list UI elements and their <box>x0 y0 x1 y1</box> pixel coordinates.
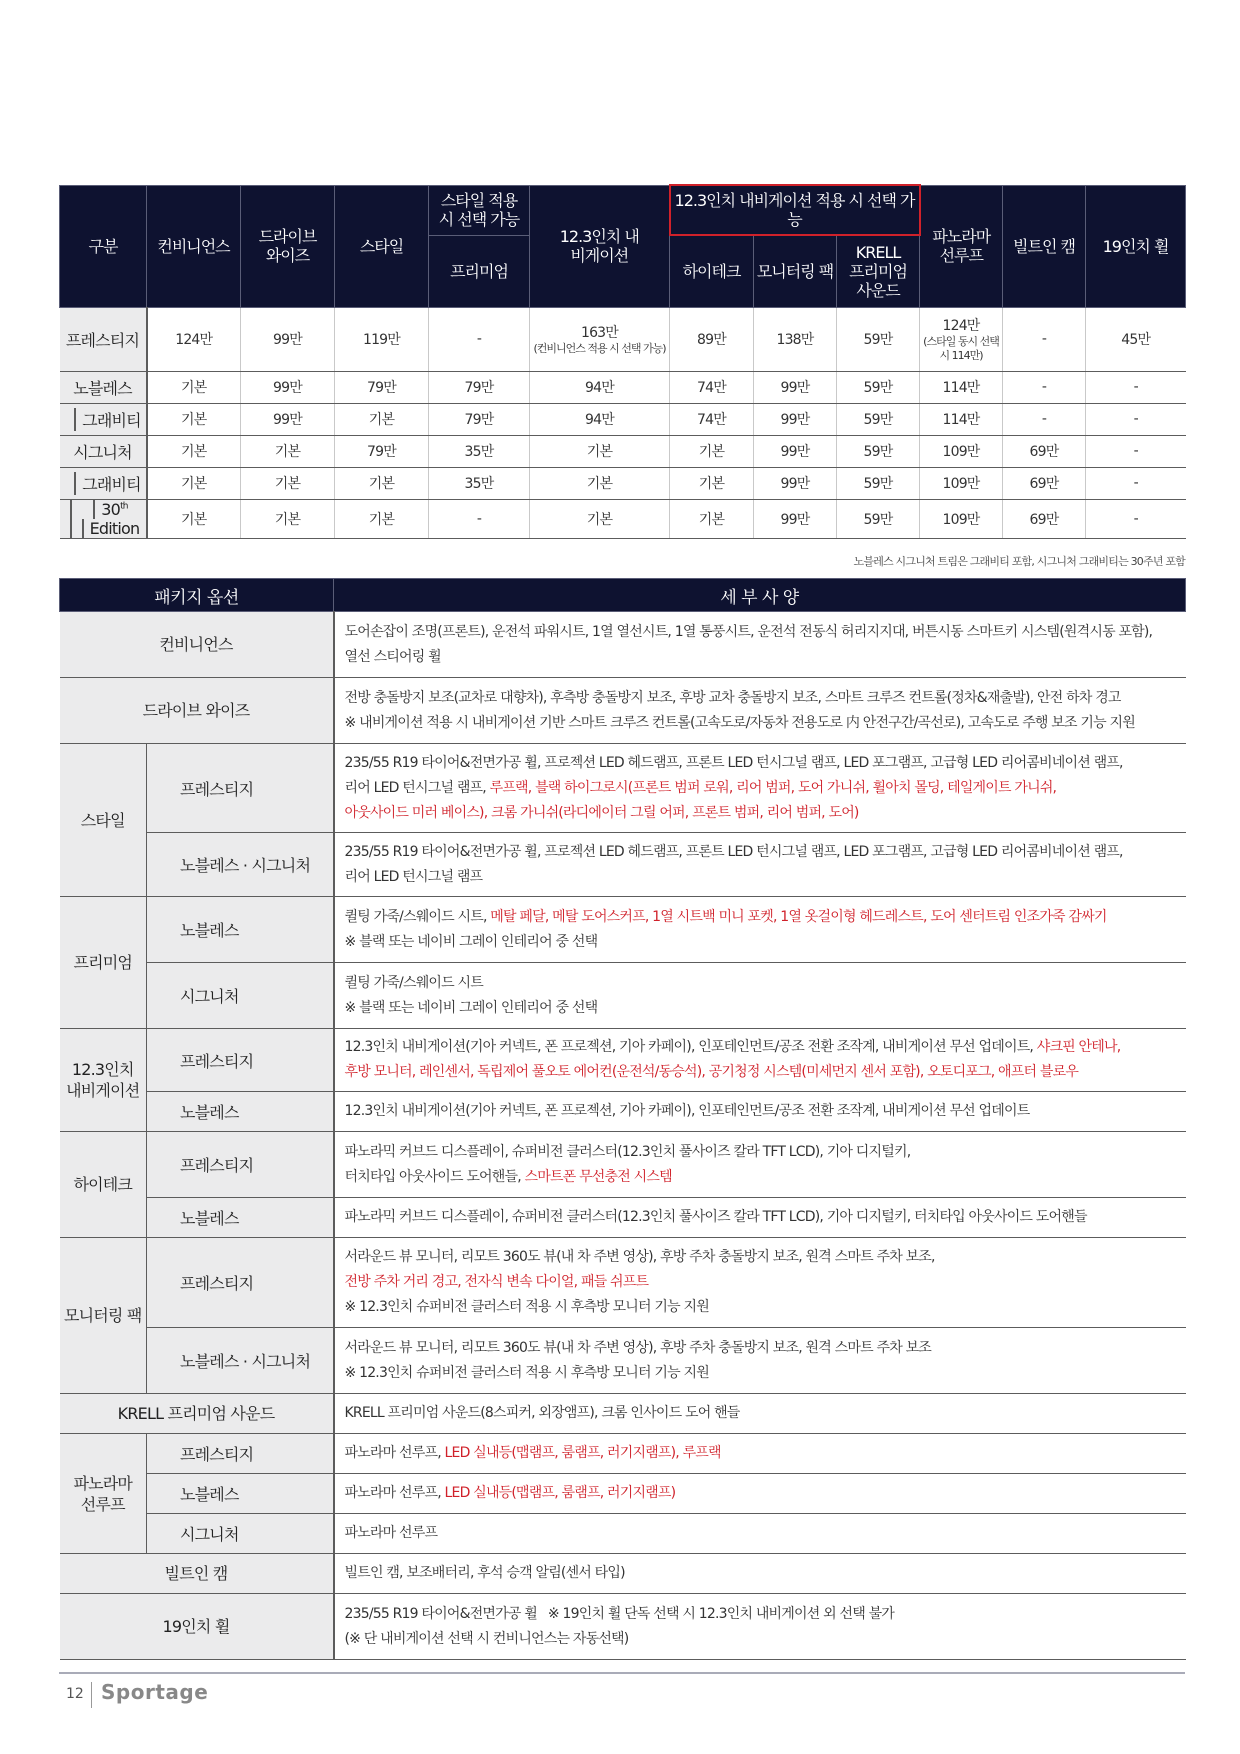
pkg-sub-label: 노블레스 <box>147 1198 334 1238</box>
price-value: 124만 <box>942 318 980 334</box>
pkg-desc: 235/55 R19 타이어&전면가공 휠, 프로젝션 LED 헤드램프, 프론트 LED 턴시그널 램프, LED 포그램프, 고급형 LED 리어콤비네이션 램프, 리어 LED 턴시그널 램프, 루프랙, 블랙 하이그로시(프론트 범퍼 로워, 리어 범퍼, 도어 가니쉬, 휠아치 몰딩, 테일게이트 가니쉬, 아웃사이드 미러 베이스), 크롬 가니쉬(라디에이터 그릴 어퍼, 프론트 범퍼, 리어 범퍼, 도어) <box>334 744 1186 833</box>
trim-label: 시그니처 <box>60 435 147 467</box>
price-cell: 기본 <box>147 467 241 499</box>
pkg-row-convenience <box>60 612 1186 678</box>
pkg-sub-label: 노블레스 <box>147 897 334 963</box>
price-cell: 79만 <box>429 403 530 435</box>
pkg-row-wheel19 <box>60 1594 1186 1660</box>
pkg-sub-label: 노블레스 · 시그니처 <box>147 833 334 897</box>
trim-footnote: 노블레스 시그니처 트림은 그래비티 포함, 시그니처 그래비티는 30주년 포함 <box>853 555 1185 568</box>
price-cell: 59만 <box>837 499 920 538</box>
header-hitech: 하이테크 <box>670 235 754 307</box>
header-navigation-group: 12.3인치 내비게이션 적용 시 선택 가능 <box>670 185 920 235</box>
pkg-sub-label: 노블레스 <box>147 1474 334 1514</box>
pkg-desc: 서라운드 뷰 모니터, 리모트 360도 뷰(내 차 주변 영상), 후방 주차 충돌방지 보조, 원격 스마트 주차 보조 ※ 12.3인치 슈퍼비전 클러스터 적용 시 후측방 모니터 기능 지원 <box>334 1328 1186 1394</box>
header-style-group: 스타일 적용 시 선택 가능 <box>429 185 530 235</box>
price-cell: 99만 <box>241 371 335 403</box>
trim-label: 노블레스 <box>60 371 147 403</box>
price-cell: 기본 <box>147 403 241 435</box>
pkg-sub-label: 시그니처 <box>147 1514 334 1554</box>
price-cell: 기본 <box>147 499 241 538</box>
price-cell: 94만 <box>530 371 670 403</box>
pkg-desc: 서라운드 뷰 모니터, 리모트 360도 뷰(내 차 주변 영상), 후방 주차 충돌방지 보조, 원격 스마트 주차 보조, 전방 주차 거리 경고, 전자식 변속 다이얼, 패들 쉬프트 ※ 12.3인치 슈퍼비전 클러스터 적용 시 후측방 모니터 기능 지원 <box>334 1238 1186 1328</box>
header-category: 구분 <box>60 185 147 307</box>
price-row-prestige <box>60 307 1186 371</box>
footer-rule <box>59 1672 1185 1674</box>
package-spec-table <box>59 578 1186 1660</box>
price-cell: 기본 <box>335 403 429 435</box>
price-cell: - <box>1003 403 1086 435</box>
price-cell: 기본 <box>147 371 241 403</box>
pkg-label: 스타일 <box>60 744 147 897</box>
pkg-row-panorama-noblesse <box>60 1474 1186 1514</box>
price-cell: 59만 <box>837 307 920 371</box>
price-cell: 기본 <box>670 499 754 538</box>
price-cell: 35만 <box>429 467 530 499</box>
price-note: (컨비니언스 적용 시 선택 가능) <box>533 342 666 355</box>
header-panorama: 파노라마 선루프 <box>920 185 1003 307</box>
pkg-row-premium-signature <box>60 963 1186 1029</box>
pkg-label: 하이테크 <box>60 1132 147 1238</box>
trim-label: 프레스티지 <box>60 307 147 371</box>
price-cell: 99만 <box>754 467 837 499</box>
price-cell: - <box>1086 371 1186 403</box>
pkg-sub-label: 프레스티지 <box>147 1434 334 1474</box>
price-cell: 59만 <box>837 467 920 499</box>
header-builtin-cam: 빌트인 캠 <box>1003 185 1086 307</box>
pkg-sub-label: 노블레스 <box>147 1092 334 1132</box>
price-cell: 109만 <box>920 499 1003 538</box>
pkg-row-navigation-noblesse <box>60 1092 1186 1132</box>
pkg-row-panorama-signature <box>60 1514 1186 1554</box>
pkg-row-hitech-prestige <box>60 1132 1186 1198</box>
header-navigation: 12.3인치 내비게이션 <box>530 185 670 307</box>
price-cell: 기본 <box>241 467 335 499</box>
price-cell: - <box>1086 499 1186 538</box>
price-cell: 기본 <box>241 435 335 467</box>
pkg-desc: 235/55 R19 타이어&전면가공 휠, 프로젝션 LED 헤드램프, 프론트 LED 턴시그널 램프, LED 포그램프, 고급형 LED 리어콤비네이션 램프, 리어 LED 턴시그널 램프 <box>334 833 1186 897</box>
price-cell: 119만 <box>335 307 429 371</box>
header-krell: KRELL 프리미엄 사운드 <box>837 235 920 307</box>
pkg-label: 12.3인치 내비게이션 <box>60 1029 147 1132</box>
price-cell: 69만 <box>1003 467 1086 499</box>
price-cell: - <box>429 499 530 538</box>
header-style: 스타일 <box>335 185 429 307</box>
pkg-desc: 파노라믹 커브드 디스플레이, 슈퍼비전 클러스터(12.3인치 풀사이즈 칼라 TFT LCD), 기아 디지털키, 터치타입 아웃사이드 도어핸들, 스마트폰 무선충전 시스템 <box>334 1132 1186 1198</box>
price-cell: 기본 <box>530 435 670 467</box>
price-cell-panorama <box>920 307 1003 371</box>
pkg-desc: 235/55 R19 타이어&전면가공 휠 ※ 19인치 휠 단독 선택 시 12.3인치 내비게이션 외 선택 불가 (※ 단 내비게이션 선택 시 컨비니언스는 자동선택) <box>334 1594 1186 1660</box>
price-cell: 69만 <box>1003 435 1086 467</box>
price-cell: 59만 <box>837 371 920 403</box>
pkg-row-drive-wise <box>60 678 1186 744</box>
pkg-sub-label: 프레스티지 <box>147 1238 334 1328</box>
pkg-desc: 퀼팅 가죽/스웨이드 시트 ※ 블랙 또는 네이비 그레이 인테리어 중 선택 <box>334 963 1186 1029</box>
pkg-desc: 파노라믹 커브드 디스플레이, 슈퍼비전 클러스터(12.3인치 풀사이즈 칼라 TFT LCD), 기아 디지털키, 터치타입 아웃사이드 도어핸들 <box>334 1198 1186 1238</box>
pkg-sub-label: 프레스티지 <box>147 744 334 833</box>
price-row-signature-gravity <box>60 467 1186 499</box>
price-cell: 99만 <box>754 499 837 538</box>
price-cell: 89만 <box>670 307 754 371</box>
price-cell: 99만 <box>754 435 837 467</box>
pkg-row-monitoring-prestige <box>60 1238 1186 1328</box>
pkg-sub-label: 노블레스 · 시그니처 <box>147 1328 334 1394</box>
pkg-desc: 파노라마 선루프, LED 실내등(맵램프, 룸램프, 러기지램프), 루프랙 <box>334 1434 1186 1474</box>
price-cell: 114만 <box>920 371 1003 403</box>
header-wheel19: 19인치 휠 <box>1086 185 1186 307</box>
price-cell: 94만 <box>530 403 670 435</box>
pkg-desc: 파노라마 선루프, LED 실내등(맵램프, 룸램프, 러기지램프) <box>334 1474 1186 1514</box>
trim-label: 그래비티 <box>60 403 147 435</box>
price-cell: - <box>1086 467 1186 499</box>
price-cell: 124만 <box>147 307 241 371</box>
price-cell: 138만 <box>754 307 837 371</box>
price-cell: 기본 <box>670 467 754 499</box>
pkg-row-panorama-prestige <box>60 1434 1186 1474</box>
price-cell: 109만 <box>920 435 1003 467</box>
price-cell: - <box>1086 435 1186 467</box>
pkg-desc: 빌트인 캠, 보조배터리, 후석 승객 알림(센서 타입) <box>334 1554 1186 1594</box>
price-cell: 기본 <box>335 467 429 499</box>
price-cell: 69만 <box>1003 499 1086 538</box>
price-cell: 74만 <box>670 403 754 435</box>
price-cell: 79만 <box>335 371 429 403</box>
price-cell: 99만 <box>241 403 335 435</box>
price-cell: 45만 <box>1086 307 1186 371</box>
pkg-label: KRELL 프리미엄 사운드 <box>60 1394 334 1434</box>
price-cell: - <box>1003 307 1086 371</box>
price-row-30th-edition <box>60 499 1186 538</box>
header-monitoring: 모니터링 팩 <box>754 235 837 307</box>
trim-label: 그래비티 <box>60 467 147 499</box>
price-row-noblesse <box>60 371 1186 403</box>
price-cell: 기본 <box>147 435 241 467</box>
price-cell: 59만 <box>837 435 920 467</box>
pkg-desc: 도어손잡이 조명(프론트), 운전석 파워시트, 1열 열선시트, 1열 통풍시트, 운전석 전동식 허리지지대, 버튼시동 스마트키 시스템(원격시동 포함), 열선 스티어링 휠 <box>334 612 1186 678</box>
pkg-desc: KRELL 프리미엄 사운드(8스피커, 외장앰프), 크롬 인사이드 도어 핸들 <box>334 1394 1186 1434</box>
price-row-signature <box>60 435 1186 467</box>
pkg-row-hitech-noblesse <box>60 1198 1186 1238</box>
pkg-label: 드라이브 와이즈 <box>60 678 334 744</box>
trim-label: 30thEdition <box>60 499 147 538</box>
pkg-sub-label: 프레스티지 <box>147 1029 334 1092</box>
price-cell: 기본 <box>530 467 670 499</box>
pkg-sub-label: 시그니처 <box>147 963 334 1029</box>
pkg-desc: 퀼팅 가죽/스웨이드 시트, 메탈 페달, 메탈 도어스커프, 1열 시트백 미니 포켓, 1열 옷걸이형 헤드레스트, 도어 센터트림 인조가죽 감싸기 ※ 블랙 또는 네이비 그레이 인테리어 중 선택 <box>334 897 1186 963</box>
brand-name: Sportage <box>101 1680 209 1704</box>
header-drive-wise: 드라이브 와이즈 <box>241 185 335 307</box>
pkg-label: 19인치 휠 <box>60 1594 334 1660</box>
price-cell: 99만 <box>754 403 837 435</box>
price-cell: 79만 <box>335 435 429 467</box>
pkg-desc: 12.3인치 내비게이션(기아 커넥트, 폰 프로젝션, 기아 카페이), 인포테인먼트/공조 전환 조작계, 내비게이션 무선 업데이트 <box>334 1092 1186 1132</box>
header-spec: 세 부 사 양 <box>334 579 1186 612</box>
header-package-option: 패키지 옵션 <box>60 579 334 612</box>
price-cell: 99만 <box>754 371 837 403</box>
pkg-desc: 파노라마 선루프 <box>334 1514 1186 1554</box>
pkg-label: 컨비니언스 <box>60 612 334 678</box>
price-note: (스타일 동시 선택 시 114만) <box>923 335 999 362</box>
pkg-label: 프리미엄 <box>60 897 147 1029</box>
pkg-row-monitoring-noblesse <box>60 1328 1186 1394</box>
pkg-label: 빌트인 캠 <box>60 1554 334 1594</box>
pkg-row-builtin-cam <box>60 1554 1186 1594</box>
pkg-row-style-noblesse <box>60 833 1186 897</box>
price-cell: 기본 <box>530 499 670 538</box>
pkg-row-premium-noblesse <box>60 897 1186 963</box>
price-cell-navigation <box>530 307 670 371</box>
pkg-row-navigation-prestige <box>60 1029 1186 1092</box>
footer-divider <box>91 1682 92 1708</box>
price-cell: 59만 <box>837 403 920 435</box>
price-row-noblesse-gravity <box>60 403 1186 435</box>
price-value: 163만 <box>580 325 619 341</box>
price-cell: - <box>1086 403 1186 435</box>
price-cell: 기본 <box>335 499 429 538</box>
pkg-sub-label: 프레스티지 <box>147 1132 334 1198</box>
pkg-desc: 전방 충돌방지 보조(교차로 대향차), 후측방 충돌방지 보조, 후방 교차 충돌방지 보조, 스마트 크루즈 컨트롤(정차&재출발), 안전 하차 경고 ※ 내비게이션 적용 시 내비게이션 기반 스마트 크루즈 컨트롤(고속도로/자동차 전용도로 内 안전구간/곡선로), 고속도로 주행 보조 기능 지원 <box>334 678 1186 744</box>
header-premium: 프리미엄 <box>429 235 530 307</box>
pkg-label: 파노라마 선루프 <box>60 1434 147 1554</box>
price-cell: - <box>1003 371 1086 403</box>
price-cell: 99만 <box>241 307 335 371</box>
price-cell: 35만 <box>429 435 530 467</box>
price-cell: 109만 <box>920 467 1003 499</box>
price-cell: 74만 <box>670 371 754 403</box>
price-cell: 114만 <box>920 403 1003 435</box>
price-cell: 기본 <box>241 499 335 538</box>
header-convenience: 컨비니언스 <box>147 185 241 307</box>
pkg-desc: 12.3인치 내비게이션(기아 커넥트, 폰 프로젝션, 기아 카페이), 인포테인먼트/공조 전환 조작계, 내비게이션 무선 업데이트, 샤크핀 안테나, 후방 모니터, 레인센서, 독립제어 풀오토 에어컨(운전석/동승석), 공기청정 시스템(미세먼지 센서 포함), 오토디포그, 애프터 블로우 <box>334 1029 1186 1092</box>
pkg-row-style-prestige <box>60 744 1186 833</box>
option-price-table <box>59 184 1186 539</box>
price-cell: 기본 <box>670 435 754 467</box>
pkg-row-krell <box>60 1394 1186 1434</box>
page-number: 12 <box>66 1686 84 1702</box>
price-cell: - <box>429 307 530 371</box>
price-cell: 79만 <box>429 371 530 403</box>
pkg-label: 모니터링 팩 <box>60 1238 147 1394</box>
